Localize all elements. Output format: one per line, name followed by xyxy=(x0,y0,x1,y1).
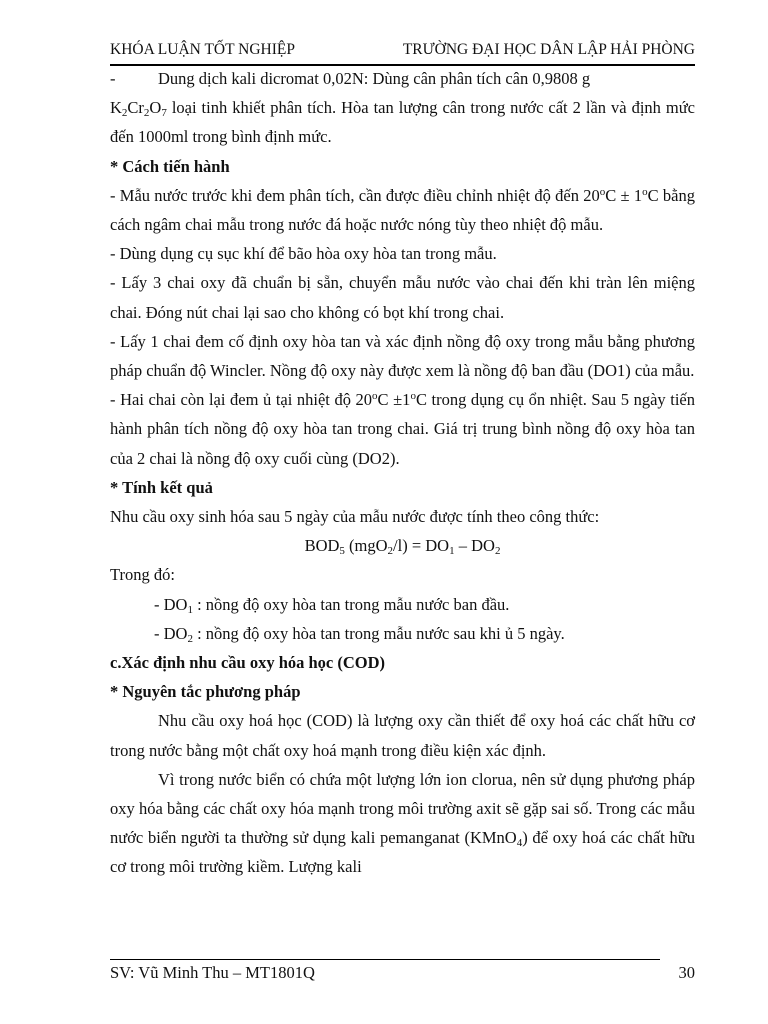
heading-cach-tien-hanh: * Cách tiến hành xyxy=(110,156,230,176)
footer-divider xyxy=(110,959,660,960)
page-header xyxy=(110,40,695,60)
formula-bod5: $BOD_5$ $(mgO_2/l) = DO_1 - DO_2$ xyxy=(304,536,501,558)
paragraph-kali-dicromat: - Dung dịch kali dicromat 0,02N: Dùng cân phân tích cân 0,9808 g $K_2Cr_2O_7$ loại tinh khiết phân tích. Hòa tan lượng cân trong nước cất 2 lần và định mức đến 1000ml trong bình định mức. xyxy=(110,69,695,147)
page-number: 30 xyxy=(678,963,695,982)
document-body xyxy=(110,64,695,882)
heading-tinh-ket-qua: * Tính kết quả xyxy=(110,477,213,497)
paragraph-hai-chai: - Hai chai còn lại đem ủ tại nhiệt độ $20^oC \pm 1^oC$ trong dụng cụ ổn nhiệt. Sau 5 ngày tiến hành phân tích nồng độ oxy hòa tan trong chai. Giá trị trung bình nồng độ oxy hòa tan của 2 chai là nồng độ oxy cuối cùng (DO2). xyxy=(110,390,695,468)
label-trong-do: Trong đó: xyxy=(110,565,175,585)
paragraph-nhiet-do-mau: - Mẫu nước trước khi đem phân tích, cần được điều chỉnh nhiệt độ đến $20^oC \pm 1^oC$ bằng cách ngâm chai mẫu trong nước đá hoặc nước nóng tùy theo nhiệt độ mẫu. xyxy=(110,185,696,235)
header-university: TRƯỜNG ĐẠI HỌC DÂN LẬP HẢI PHÒNG xyxy=(402,41,695,58)
heading-nguyen-tac: * Nguyên tắc phương pháp xyxy=(110,682,301,702)
heading-cod: c.Xác định nhu cầu oxy hóa học (COD) xyxy=(110,653,386,673)
paragraph-suc-khi: - Dùng dụng cụ sục khí để bão hòa oxy hòa tan trong mẫu. xyxy=(110,244,497,264)
paragraph-cod-definition: Nhu cầu oxy hoá học (COD) là lượng oxy cần thiết để oxy hoá các chất hữu cơ trong nước bằng một chất oxy hoá mạnh trong điều kiện xác định. xyxy=(110,711,695,760)
paragraph-lay-1-chai: - Lấy 1 chai đem cố định oxy hòa tan và xác định nồng độ oxy trong mẫu bằng phương pháp chuẩn độ Wincler. Nồng độ oxy này được xem là nồng độ ban đầu (DO1) của mẫu. xyxy=(110,331,695,381)
paragraph-nuoc-bien: Vì trong nước biển có chứa một lượng lớn ion clorua, nên sử dụng phương pháp oxy hóa bằng các chất oxy hóa mạnh trong môi trường axit sẽ gặp sai số. Trong các mẫu nước biển người ta thường sử dụng kali pemanganat (KMnO$_4$) để oxy hoá các chất hữu cơ trong môi trường kiềm. Lượng kali xyxy=(110,769,695,877)
paragraph-lay-3-chai: - Lấy 3 chai oxy đã chuẩn bị sẵn, chuyển mẫu nước vào chai đến khi tràn lên miệng chai. Đóng nút chai lại sao cho không có bọt khí trong chai. xyxy=(110,273,695,322)
page-footer xyxy=(110,962,695,984)
definition-do2: - $DO_2$ : nồng độ oxy hòa tan trong mẫu nước sau khi ủ 5 ngày. xyxy=(154,623,565,645)
paragraph-cong-thuc-intro: Nhu cầu oxy sinh hóa sau 5 ngày của mẫu nước được tính theo công thức: xyxy=(110,507,600,527)
header-thesis-title: KHÓA LUẬN TỐT NGHIỆP xyxy=(110,41,295,58)
definition-do1: - $DO_1$ : nồng độ oxy hòa tan trong mẫu nước ban đầu. xyxy=(154,594,510,616)
footer-student: SV: Vũ Minh Thu – MT1801Q xyxy=(110,963,315,982)
